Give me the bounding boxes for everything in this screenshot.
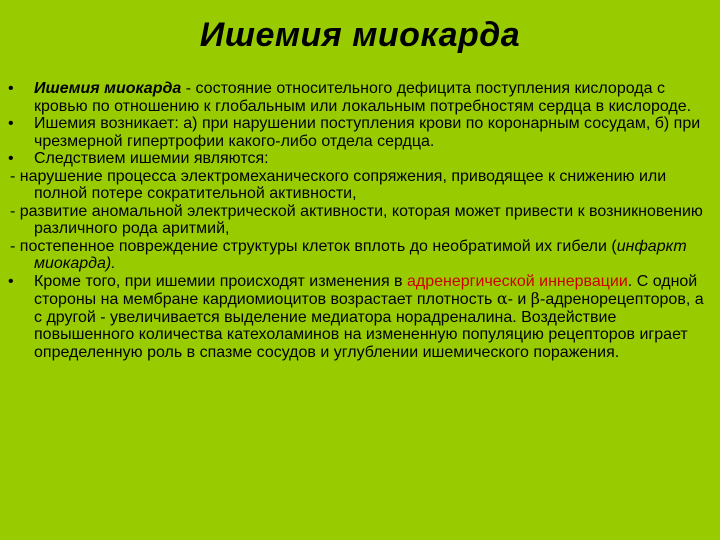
consequences-heading: Следствием ишемии являются: — [34, 150, 269, 167]
bullet-icon: • — [8, 80, 14, 97]
adrenergic-post: -адренорецепторов, а с другой - увеличивается выделение медиатора норадреналина. Воздействие повышенного количества катехоламинов на измененную популяцию рецепторов играет определенную роль в спазме сосудов и углублении ишемического поражения. — [34, 291, 704, 361]
alpha-symbol: α — [496, 289, 508, 308]
dash-item-coupling: - нарушение процесса электромеханического сопряжения, приводящее к снижению или полной потере сократительной активности, — [10, 167, 667, 202]
bullet-item-definition — [0, 80, 712, 115]
beta-symbol: β — [530, 289, 541, 308]
slide-body — [0, 80, 712, 361]
bullet-item-adrenergic — [0, 273, 712, 362]
bullet-item-consequences — [0, 150, 712, 168]
adrenergic-highlight: адренергической иннервации — [407, 272, 628, 290]
bullet-icon: • — [8, 115, 14, 132]
adrenergic-pre: Кроме того, при ишемии происходят изменения в — [34, 272, 407, 290]
adrenergic-mid1: . С одной стороны на мембране кардиомиоцитов возрастает плотность — [34, 272, 698, 308]
bullet-icon: • — [8, 150, 14, 167]
bullet-item-causes — [0, 115, 712, 150]
cell-damage-text: - постепенное повреждение структуры клеток вплоть до необратимой их гибели ( — [10, 237, 617, 255]
infarction-term: инфаркт миокарда). — [34, 237, 687, 272]
definition-text: - состояние относительного дефицита поступления кислорода с кровью по отношению к глобальным или локальным потребностям сердца в кислороде. — [34, 80, 692, 115]
definition-term: Ишемия миокарда — [34, 80, 182, 97]
slide-title: Ишемия миокарда — [199, 16, 521, 54]
adrenergic-mid2: - и — [507, 291, 531, 308]
dash-item-cell-damage — [0, 238, 712, 273]
causes-text: Ишемия возникает: а) при нарушении поступления крови по коронарным сосудам, б) при чрезмерной гипертрофии какого-либо отдела сердца. — [34, 115, 701, 150]
dash-item-arrhythmia: - развитие аномальной электрической активности, которая может привести к возникновению различного рода аритмий, — [10, 202, 703, 237]
bullet-icon: • — [8, 272, 14, 290]
